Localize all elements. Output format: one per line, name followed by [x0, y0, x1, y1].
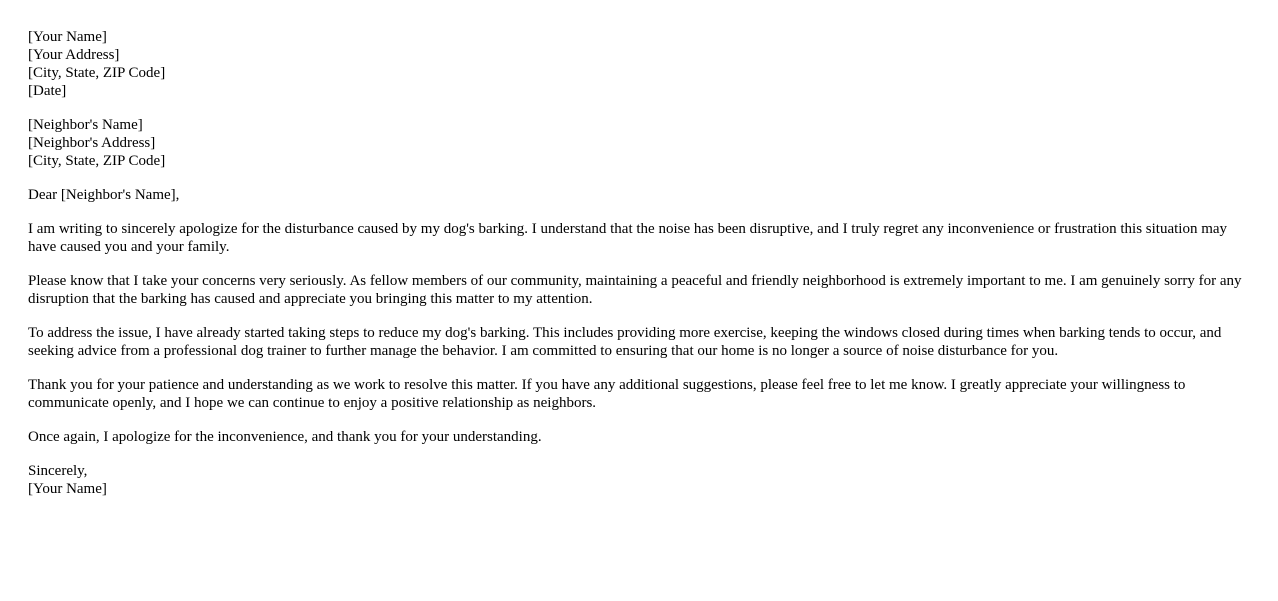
recipient-city-state-zip: [City, State, ZIP Code]: [28, 153, 166, 169]
body-paragraph-5: Once again, I apologize for the inconvenience, and thank you for your understanding.: [28, 429, 542, 445]
closing: Sincerely,: [28, 463, 88, 479]
body-paragraph-1: I am writing to sincerely apologize for the disturbance caused by my dog's barking. I understand that the noise has been disruptive, and I truly regret any inconvenience or frustration this situation may have caused you and your family.: [28, 221, 1228, 255]
sender-address: [Your Address]: [28, 47, 120, 63]
recipient-name: [Neighbor's Name]: [28, 117, 143, 133]
body-paragraph-4: Thank you for your patience and understanding as we work to resolve this matter. If you have any additional suggestions, please feel free to let me know. I greatly appreciate your willingness to communicate openly, and I hope we can continue to enjoy a positive relationship as neighbors.: [28, 377, 1186, 411]
recipient-address: [Neighbor's Address]: [28, 135, 156, 151]
body-paragraph-2: Please know that I take your concerns very seriously. As fellow members of our community, maintaining a peaceful and friendly neighborhood is extremely important to me. I am genuinely sorry for any disruption that the barking has caused and appreciate you bringing this matter to my attention.: [28, 273, 1242, 307]
recipient-block: [28, 116, 1252, 170]
sender-name: [Your Name]: [28, 29, 107, 45]
sender-block: [28, 28, 1252, 100]
sender-city-state-zip: [City, State, ZIP Code]: [28, 65, 166, 81]
signature-block: [28, 462, 1252, 498]
letter-date: [Date]: [28, 83, 67, 99]
signature-name: [Your Name]: [28, 481, 107, 497]
body-paragraph-3: To address the issue, I have already started taking steps to reduce my dog's barking. This includes providing more exercise, keeping the windows closed during times when barking tends to occur, and seeking advice from a professional dog trainer to further manage the behavior. I am committed to ensuring that our home is no longer a source of noise disturbance for you.: [28, 325, 1222, 359]
letter: [28, 28, 1252, 514]
salutation: Dear [Neighbor's Name],: [28, 187, 180, 203]
